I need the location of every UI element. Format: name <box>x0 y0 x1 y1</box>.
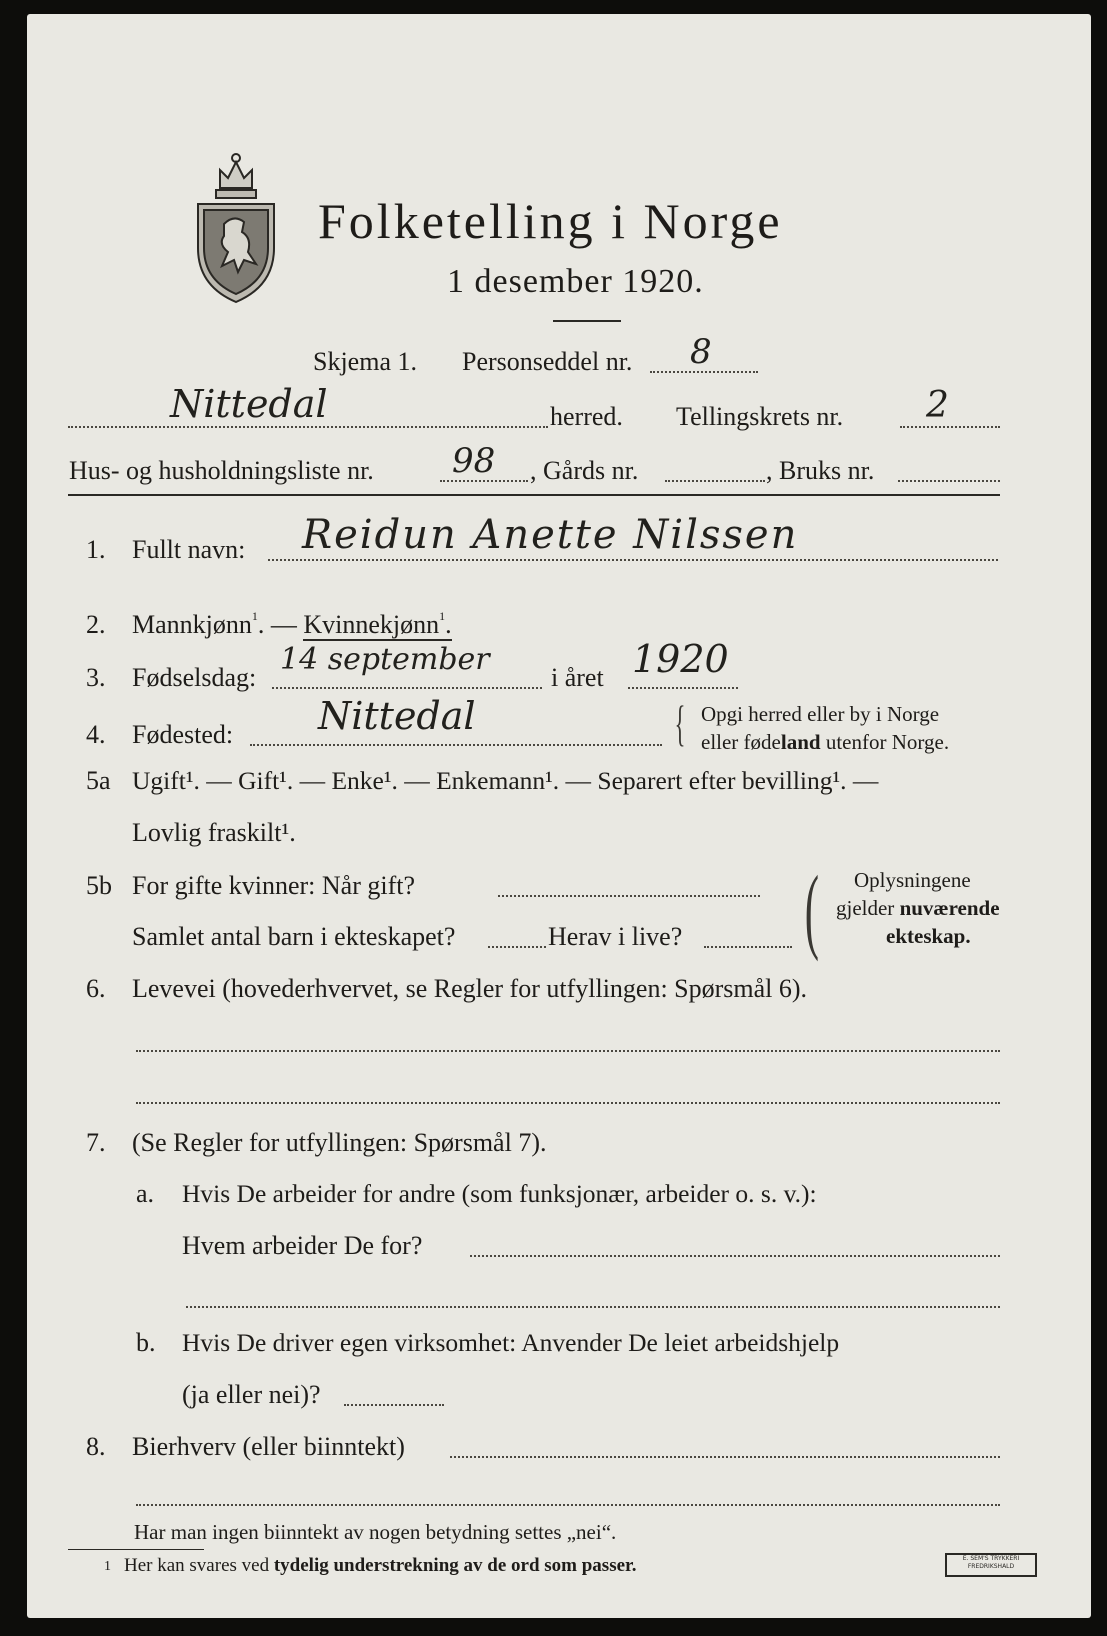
employer-label: Hvem arbeider De for? <box>182 1231 423 1260</box>
marriage-note-2: gjelder nuværende <box>836 896 1000 920</box>
employer-question: Hvis De arbeider for andre (som funksjonær, arbeider o. s. v.): <box>182 1179 817 1208</box>
full-name-label: Fullt navn: <box>132 535 246 564</box>
tellingskrets-value: 2 <box>926 385 949 426</box>
printer-stamp: E. SEM'S TRYKKERI FREDRIKSHALD <box>945 1553 1037 1577</box>
q8-number: 8. <box>86 1432 106 1461</box>
birthplace-value: Nittedal <box>318 694 476 738</box>
marriage-note-1: Oplysningene <box>854 868 971 892</box>
husliste-label: Hus- og husholdningsliste nr. <box>69 456 374 485</box>
personseddel-label: Personseddel nr. <box>462 347 633 376</box>
footnote-text: Her kan svares ved tydelig understrekning av de ord som passer. <box>124 1555 637 1576</box>
census-form <box>27 14 1091 1618</box>
title-divider <box>553 320 621 322</box>
header-divider <box>68 494 1000 496</box>
q4-number: 4. <box>86 720 106 749</box>
q2-number: 2. <box>86 610 106 639</box>
personseddel-value: 8 <box>690 332 712 372</box>
q6-number: 6. <box>86 974 106 1003</box>
occupation-label: Levevei (hovederhvervet, se Regler for utfyllingen: Spørsmål 6). <box>132 974 808 1003</box>
birthplace-note-1: Opgi herred eller by i Norge <box>701 702 940 726</box>
marital-status-options: Ugift¹. — Gift¹. — Enke¹. — Enkemann¹. — Separert efter bevilling¹. — <box>132 766 879 795</box>
children-alive-label: Herav i live? <box>548 922 683 951</box>
side-income-note: Har man ingen biinntekt av nogen betydning settes „nei“. <box>134 1520 617 1544</box>
birthday-label: Fødselsdag: <box>132 663 257 692</box>
own-business-question: Hvis De driver egen virksomhet: Anvender De leiet arbeidshjelp <box>182 1328 840 1357</box>
birthday-value: 14 september <box>280 642 490 677</box>
footnote-divider <box>68 1549 204 1550</box>
q5a-number: 5a <box>86 766 111 795</box>
footnote-mark: 1 <box>104 1559 111 1574</box>
birth-year-value: 1920 <box>632 637 729 681</box>
q5b-number: 5b <box>86 871 112 900</box>
norwegian-coat-of-arms-icon <box>190 148 282 304</box>
gender-male: Mannkjønn <box>132 610 252 639</box>
hired-help-label: (ja eller nei)? <box>182 1380 321 1409</box>
birthplace-label: Fødested: <box>132 720 234 749</box>
skjema-label: Skjema 1. <box>313 347 417 376</box>
form-date: 1 desember 1920. <box>447 263 704 300</box>
marital-status-divorced: Lovlig fraskilt¹. <box>132 818 296 847</box>
q7-label: (Se Regler for utfyllingen: Spørsmål 7). <box>132 1128 547 1157</box>
q3-number: 3. <box>86 663 106 692</box>
brace: { <box>674 695 686 751</box>
side-income-label: Bierhverv (eller biinntekt) <box>132 1432 405 1461</box>
gender-female-underlined: Kvinnekjønn$^1$. <box>303 609 452 639</box>
q7-number: 7. <box>86 1128 106 1157</box>
q7b-number: b. <box>136 1328 156 1357</box>
children-count-label: Samlet antal barn i ekteskapet? <box>132 922 456 951</box>
q7a-number: a. <box>136 1179 155 1208</box>
birthplace-note-2: eller fødeland utenfor Norge. <box>701 730 950 754</box>
brace: ( <box>804 856 819 962</box>
husliste-value: 98 <box>452 441 496 481</box>
herred-label: herred. <box>550 402 623 431</box>
herred-value: Nittedal <box>170 382 328 426</box>
full-name-value: Reidun Anette Nilssen <box>302 512 799 558</box>
bruks-label: , Bruks nr. <box>766 456 875 485</box>
tellingskrets-label: Tellingskrets nr. <box>676 402 844 431</box>
form-title: Folketelling i Norge <box>318 193 783 249</box>
q1-number: 1. <box>86 535 106 564</box>
married-when-label: For gifte kvinner: Når gift? <box>132 871 416 900</box>
marriage-note-3: ekteskap. <box>886 924 971 948</box>
birth-year-label: i året <box>551 663 604 692</box>
gards-label: , Gårds nr. <box>530 456 639 485</box>
gender-options: Mannkjønn$^1$. — Kvinnekjønn$^1$. <box>132 609 452 639</box>
